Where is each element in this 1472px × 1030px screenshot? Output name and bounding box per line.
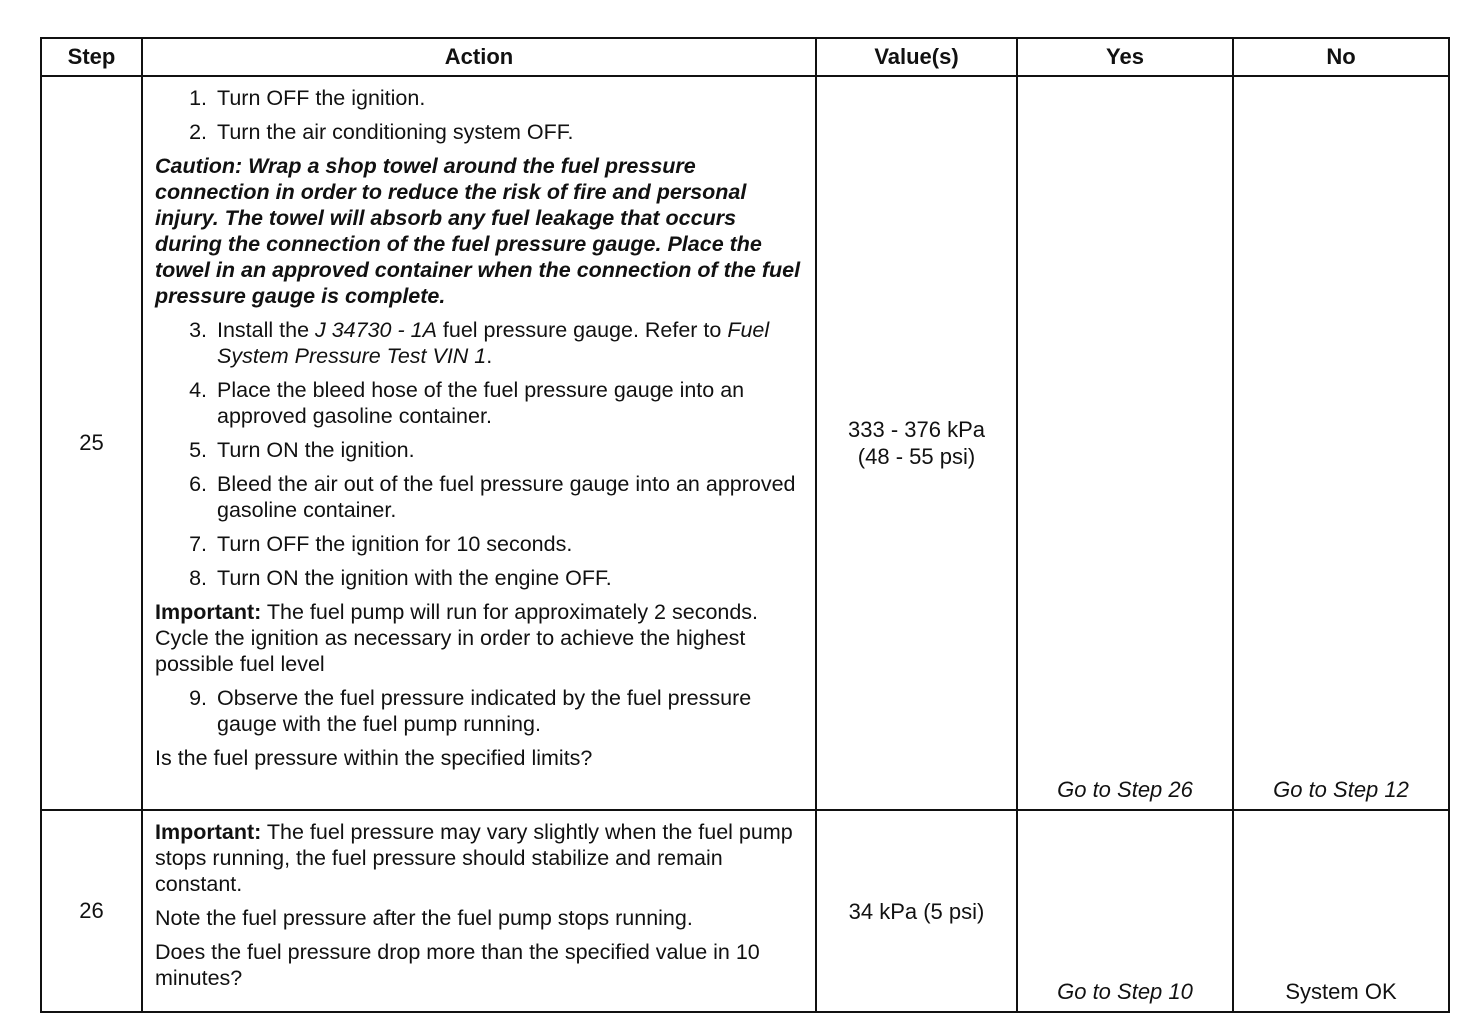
item-number: 4. [189, 378, 207, 402]
yes-action: Go to Step 10 [1017, 810, 1233, 1012]
action-cell [142, 76, 816, 810]
step-question: Does the fuel pressure drop more than the specified value in 10 minutes? [155, 940, 760, 990]
step-number: 25 [41, 76, 142, 810]
item-text-part: Install the [217, 318, 315, 342]
no-action: Go to Step 12 [1233, 76, 1449, 810]
item-number: 8. [189, 566, 207, 590]
header-step: Step [41, 38, 142, 76]
list-item [155, 531, 805, 557]
important-text: The fuel pressure may vary slightly when the fuel pump stops running, the fuel pressure should stabilize and remain constant. [155, 820, 793, 896]
procedure-reference: Fuel System Pressure Test VIN 1 [217, 318, 770, 368]
item-text: Observe the fuel pressure indicated by the fuel pressure gauge with the fuel pump running. [217, 686, 752, 736]
step-number: 26 [41, 810, 142, 1012]
item-text: Bleed the air out of the fuel pressure gauge into an approved gasoline container. [217, 472, 796, 522]
header-no: No [1233, 38, 1449, 76]
note-text: Note the fuel pressure after the fuel pump stops running. [155, 906, 693, 930]
header-values: Value(s) [816, 38, 1017, 76]
yes-action: Go to Step 26 [1017, 76, 1233, 810]
item-text: Turn ON the ignition with the engine OFF. [217, 566, 612, 590]
item-text: Turn ON the ignition. [217, 438, 415, 462]
list-item [155, 119, 805, 145]
important-note [155, 599, 805, 677]
item-text [217, 317, 805, 369]
header-yes: Yes [1017, 38, 1233, 76]
list-item [155, 317, 805, 369]
table-row-step-26 [41, 810, 1449, 1012]
item-text: Turn the air conditioning system OFF. [217, 120, 574, 144]
item-number: 1. [189, 86, 207, 110]
tool-reference: J 34730 - 1A [315, 318, 437, 342]
list-item [155, 565, 805, 591]
caution-note: Caution: Wrap a shop towel around the fuel pressure connection in order to reduce the risk of fire and personal injury. The towel will absorb any fuel leakage that occurs during the connection of the fuel pressure gauge. Place the towel in an approved container when the connection of the fuel pressure gauge is complete. [155, 154, 801, 308]
item-text: Turn OFF the ignition for 10 seconds. [217, 532, 573, 556]
table-header-row [41, 38, 1449, 76]
item-text-part: . [486, 344, 493, 368]
item-number: 7. [189, 532, 207, 556]
header-action: Action [142, 38, 816, 76]
value-cell [816, 76, 1017, 810]
no-action: System OK [1233, 810, 1449, 1012]
item-number: 9. [189, 686, 207, 710]
list-item [155, 377, 805, 429]
table-row-step-25 [41, 76, 1449, 810]
list-item [155, 685, 805, 737]
important-label: Important: [155, 600, 262, 624]
item-number: 3. [189, 318, 207, 342]
important-label: Important: [155, 820, 262, 844]
procedure-table [40, 37, 1450, 1013]
item-text-part: fuel pressure gauge. Refer to [436, 318, 728, 342]
step-question: Is the fuel pressure within the specified limits? [155, 746, 593, 770]
list-item [155, 85, 805, 111]
value-cell: 34 kPa (5 psi) [816, 810, 1017, 1012]
item-text: Place the bleed hose of the fuel pressure gauge into an approved gasoline container. [217, 378, 745, 428]
item-number: 6. [189, 472, 207, 496]
list-item [155, 437, 805, 463]
action-cell [142, 810, 816, 1012]
item-number: 5. [189, 438, 207, 462]
list-item [155, 471, 805, 523]
important-text: The fuel pump will run for approximately 2 seconds. Cycle the ignition as necessary in order to achieve the highest possible fuel level [155, 600, 759, 676]
important-note [155, 819, 805, 897]
value-psi: (48 - 55 psi) [857, 444, 976, 469]
item-text: Turn OFF the ignition. [217, 86, 426, 110]
value-kpa: 333 - 376 kPa [848, 417, 985, 442]
item-number: 2. [189, 120, 207, 144]
